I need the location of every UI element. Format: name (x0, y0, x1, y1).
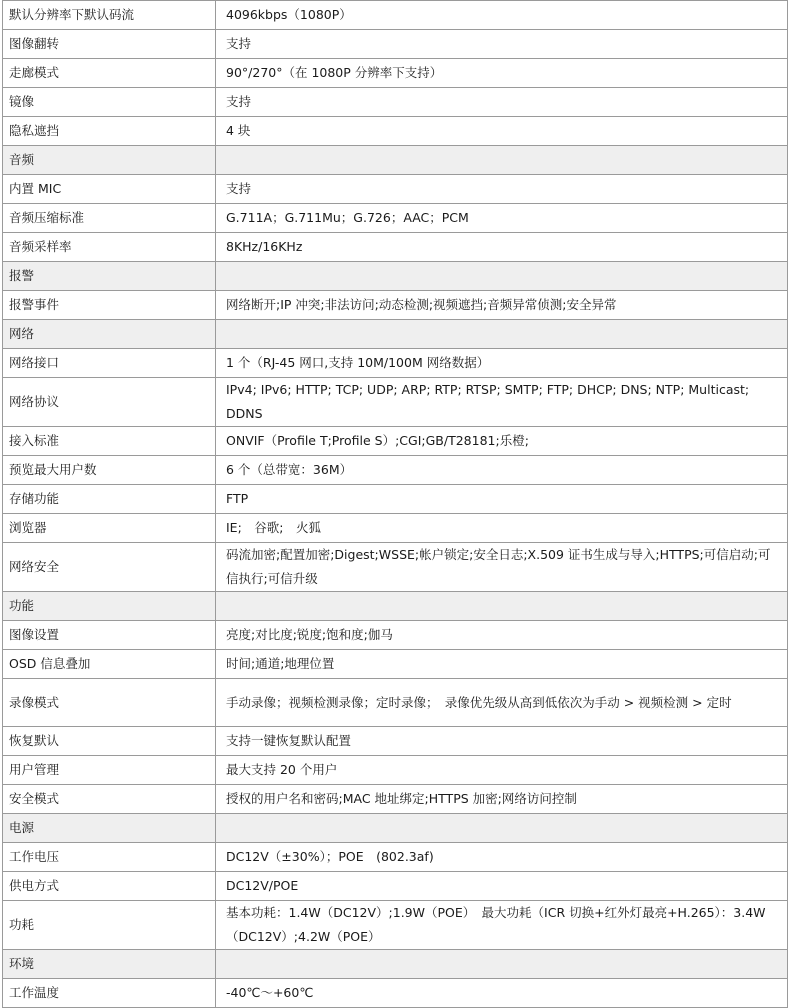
param-name: 用户管理 (3, 756, 216, 785)
table-row (3, 979, 788, 1008)
param-name: 图像设置 (3, 621, 216, 650)
param-name: 录像模式 (3, 679, 216, 727)
param-name: 工作电压 (3, 843, 216, 872)
table-row (3, 843, 788, 872)
param-value: 码流加密;配置加密;Digest;WSSE;帐户锁定;安全日志;X.509 证书生成与导入;HTTPS;可信启动;可信执行;可信升级 (216, 543, 788, 592)
table-row (3, 901, 788, 950)
section-spacer (216, 950, 788, 979)
param-name: OSD 信息叠加 (3, 650, 216, 679)
table-row (3, 456, 788, 485)
param-value: DC12V（±30%）；POE (802.3af) (216, 843, 788, 872)
table-row (3, 756, 788, 785)
param-name: 内置 MIC (3, 175, 216, 204)
param-value: 1 个（RJ-45 网口,支持 10M/100M 网络数据） (216, 349, 788, 378)
param-name: 镜像 (3, 88, 216, 117)
section-title: 报警 (3, 262, 216, 291)
table-row (3, 204, 788, 233)
table-row (3, 514, 788, 543)
table-row (3, 117, 788, 146)
param-name: 浏览器 (3, 514, 216, 543)
param-value: ONVIF（Profile T;Profile S）;CGI;GB/T28181;乐橙; (216, 427, 788, 456)
param-name: 报警事件 (3, 291, 216, 320)
param-name: 存储功能 (3, 485, 216, 514)
table-row (3, 291, 788, 320)
param-value: 时间;通道;地理位置 (216, 650, 788, 679)
param-value: IE; 谷歌; 火狐 (216, 514, 788, 543)
param-value: 8KHz/16KHz (216, 233, 788, 262)
param-value: G.711A；G.711Mu；G.726；AAC；PCM (216, 204, 788, 233)
section-title: 音频 (3, 146, 216, 175)
table-row (3, 727, 788, 756)
table-row (3, 785, 788, 814)
param-name: 网络接口 (3, 349, 216, 378)
param-value: 支持 (216, 88, 788, 117)
table-row (3, 543, 788, 592)
param-name: 工作温度 (3, 979, 216, 1008)
param-value: -40℃～+60℃ (216, 979, 788, 1008)
param-value: 6 个（总带宽：36M） (216, 456, 788, 485)
param-name: 功耗 (3, 901, 216, 950)
section-title: 功能 (3, 592, 216, 621)
section-header-row (3, 950, 788, 979)
spec-table-body (3, 1, 788, 1008)
param-name: 接入标准 (3, 427, 216, 456)
param-name: 走廊模式 (3, 59, 216, 88)
table-row (3, 30, 788, 59)
param-name: 供电方式 (3, 872, 216, 901)
param-value: FTP (216, 485, 788, 514)
param-value: 支持 (216, 175, 788, 204)
section-spacer (216, 320, 788, 349)
section-header-row (3, 814, 788, 843)
param-value: 90°/270°（在 1080P 分辨率下支持） (216, 59, 788, 88)
param-name: 安全模式 (3, 785, 216, 814)
section-title: 电源 (3, 814, 216, 843)
param-value: 支持 (216, 30, 788, 59)
table-row (3, 349, 788, 378)
table-row (3, 1, 788, 30)
param-name: 预览最大用户数 (3, 456, 216, 485)
section-header-row (3, 262, 788, 291)
param-name: 隐私遮挡 (3, 117, 216, 146)
section-title: 环境 (3, 950, 216, 979)
param-value: 授权的用户名和密码;MAC 地址绑定;HTTPS 加密;网络访问控制 (216, 785, 788, 814)
table-row (3, 427, 788, 456)
param-name: 网络安全 (3, 543, 216, 592)
section-title: 网络 (3, 320, 216, 349)
table-row (3, 872, 788, 901)
param-value: 手动录像；视频检测录像；定时录像； 录像优先级从高到低依次为手动 > 视频检测 > 定时 (216, 679, 788, 727)
param-value: 亮度;对比度;锐度;饱和度;伽马 (216, 621, 788, 650)
section-spacer (216, 814, 788, 843)
table-row (3, 88, 788, 117)
param-value: 4 块 (216, 117, 788, 146)
param-name: 网络协议 (3, 378, 216, 427)
param-value: IPv4; IPv6; HTTP; TCP; UDP; ARP; RTP; RTSP; SMTP; FTP; DHCP; DNS; NTP; Multicast; DDNS (216, 378, 788, 427)
param-name: 音频压缩标准 (3, 204, 216, 233)
section-spacer (216, 592, 788, 621)
table-row (3, 650, 788, 679)
section-header-row (3, 146, 788, 175)
param-value: 网络断开;IP 冲突;非法访问;动态检测;视频遮挡;音频异常侦测;安全异常 (216, 291, 788, 320)
param-value: 4096kbps（1080P） (216, 1, 788, 30)
param-value: DC12V/POE (216, 872, 788, 901)
table-row (3, 233, 788, 262)
param-name: 恢复默认 (3, 727, 216, 756)
table-row (3, 175, 788, 204)
table-row (3, 378, 788, 427)
param-name: 音频采样率 (3, 233, 216, 262)
section-header-row (3, 320, 788, 349)
table-row (3, 679, 788, 727)
param-name: 图像翻转 (3, 30, 216, 59)
table-row (3, 59, 788, 88)
spec-table (2, 0, 788, 1008)
section-header-row (3, 592, 788, 621)
param-value: 支持一键恢复默认配置 (216, 727, 788, 756)
section-spacer (216, 146, 788, 175)
table-row (3, 485, 788, 514)
param-value: 基本功耗：1.4W（DC12V）;1.9W（POE） 最大功耗（ICR 切换+红外灯最亮+H.265）：3.4W（DC12V）;4.2W（POE） (216, 901, 788, 950)
table-row (3, 621, 788, 650)
section-spacer (216, 262, 788, 291)
param-value: 最大支持 20 个用户 (216, 756, 788, 785)
param-name: 默认分辨率下默认码流 (3, 1, 216, 30)
